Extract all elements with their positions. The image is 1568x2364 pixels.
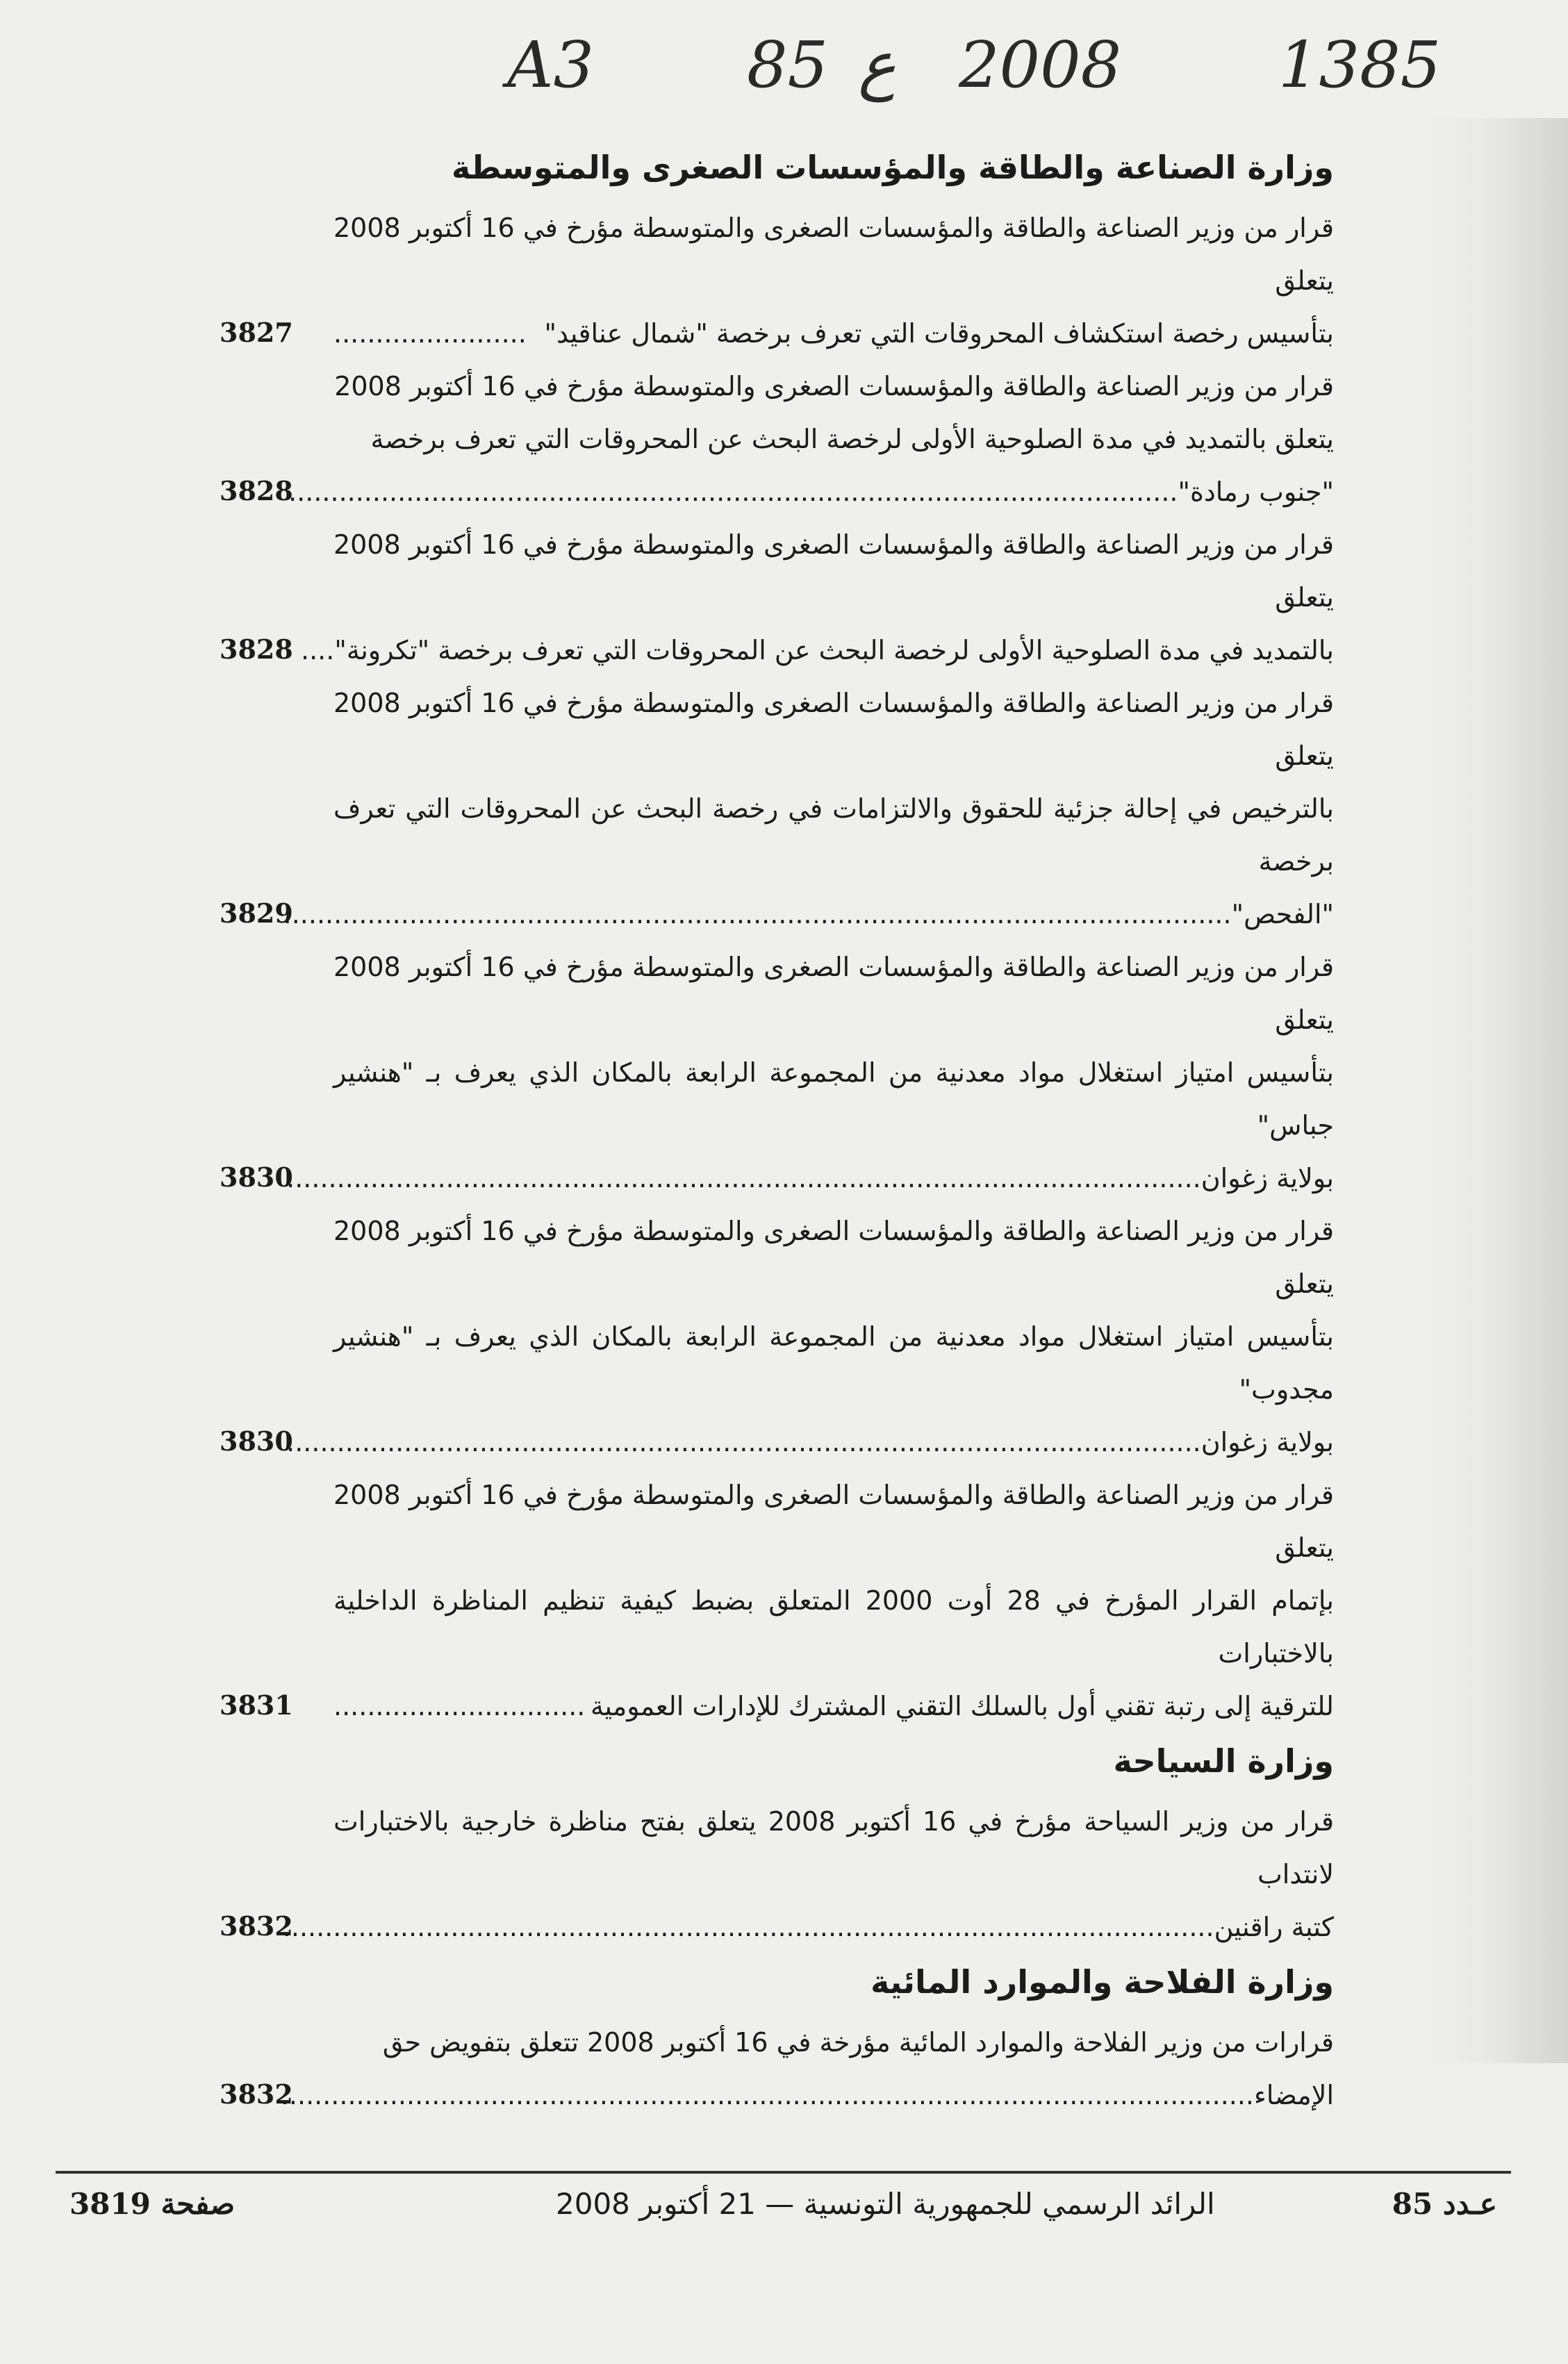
entry-page-number: 3831	[220, 1689, 293, 1721]
toc-entry[interactable]	[280, 2016, 1334, 2122]
entry-text-line: قرار من وزير الصناعة والطاقة والمؤسسات الصغرى والمتوسطة مؤرخ في 16 أكتوبر 2008 يتعلق	[333, 1216, 1334, 1299]
entry-text-line: قرار من وزير الصناعة والطاقة والمؤسسات الصغرى والمتوسطة مؤرخ في 16 أكتوبر 2008 يتعلق	[333, 688, 1334, 771]
entry-page-number: 3828	[220, 634, 293, 665]
entry-last-line	[283, 888, 1334, 941]
entry-last-line	[282, 1901, 1334, 1953]
entry-last-line	[286, 1416, 1334, 1469]
leader-dots: ....	[301, 635, 335, 666]
entry-page-number: 3827	[220, 317, 293, 348]
entry-page-number: 3830	[220, 1425, 293, 1457]
entry-page-number: 3830	[220, 1162, 293, 1193]
toc-entry[interactable]	[301, 518, 1334, 677]
entry-page-number: 3828	[220, 475, 293, 506]
leader-dots: ...............................................................................................................	[282, 1912, 1214, 1942]
leader-dots: ..........................................................................................................	[288, 477, 1178, 507]
page-footer	[56, 2187, 1511, 2229]
footer-page-number: صفحة 3819	[69, 2187, 236, 2221]
entry-text-line: بالترخيص في إحالة جزئية للحقوق والالتزامات في رخصة البحث عن المحروقات التي تعرف برخصة	[333, 793, 1334, 877]
ministry-heading: وزارة الفلاحة والموارد المائية	[870, 1963, 1334, 2001]
toc-entry[interactable]	[306, 1469, 1334, 1733]
entry-text-line: للترقية إلى رتبة تقني أول بالسلك التقني المشترك للإدارات العمومية	[591, 1691, 1334, 1721]
entry-text-line: يتعلق بالتمديد في مدة الصلوحية الأولى لرخصة البحث عن المحروقات التي تعرف برخصة	[370, 424, 1334, 454]
handwritten-issue: 85	[747, 28, 829, 102]
handwritten-number: 1385	[1278, 28, 1442, 102]
entry-text-line: قرار من وزير الصناعة والطاقة والمؤسسات الصغرى والمتوسطة مؤرخ في 16 أكتوبر 2008	[334, 371, 1334, 402]
entry-text-line: كتبة راقنين	[1214, 1912, 1334, 1942]
entry-text-line: قرار من وزير الصناعة والطاقة والمؤسسات الصغرى والمتوسطة مؤرخ في 16 أكتوبر 2008 يتعلق	[333, 952, 1334, 1035]
handwritten-annotation	[0, 28, 1568, 132]
entry-last-line	[280, 2069, 1334, 2122]
entry-last-line	[333, 1680, 1334, 1733]
entry-text-line: الإمضاء	[1254, 2080, 1334, 2110]
entry-text-line: قرار من وزير السياحة مؤرخ في 16 أكتوبر 2008 يتعلق بفتح مناظرة خارجية بالاختبارات لانتداب	[333, 1806, 1335, 1890]
entry-text-line: بتأسيس رخصة استكشاف المحروقات التي تعرف برخصة "شمال عناقيد"	[544, 318, 1334, 349]
entry-page-number: 3832	[220, 1910, 293, 1942]
entry-text-line: بتأسيس امتياز استغلال مواد معدنية من المجموعة الرابعة بالمكان الذي يعرف بـ "هنشير مجدوب"	[333, 1321, 1334, 1405]
entry-text-line: بولاية زغوان	[1200, 1427, 1334, 1457]
table-of-contents	[280, 139, 1335, 2122]
entry-last-line	[286, 1152, 1334, 1205]
leader-dots: .......................	[333, 318, 527, 349]
entry-text-line: "جنوب رمادة"	[1178, 477, 1334, 507]
ministry-heading: وزارة السياحة	[1113, 1742, 1334, 1780]
entry-last-line	[301, 624, 1334, 677]
ministry-heading: وزارة الصناعة والطاقة والمؤسسات الصغرى والمتوسطة	[451, 149, 1334, 186]
footer-divider	[56, 2171, 1511, 2174]
entry-page-number: 3829	[220, 898, 293, 929]
handwritten-letter: ع	[858, 28, 896, 102]
entry-text-line: بالتمديد في مدة الصلوحية الأولى لرخصة البحث عن المحروقات التي تعرف برخصة "تكرونة"	[334, 635, 1334, 666]
toc-entry[interactable]	[283, 677, 1334, 941]
toc-entry[interactable]	[282, 1795, 1335, 1953]
toc-entry[interactable]	[286, 1205, 1334, 1469]
toc-entry[interactable]	[288, 360, 1334, 518]
toc-entry[interactable]	[306, 201, 1334, 360]
entry-page-number: 3832	[220, 2078, 293, 2110]
handwritten-code: A3	[507, 28, 594, 102]
entry-text-line: "الفحص"	[1231, 899, 1334, 929]
entry-text-line: بتأسيس امتياز استغلال مواد معدنية من المجموعة الرابعة بالمكان الذي يعرف بـ "هنشير جباس"	[333, 1057, 1334, 1141]
page-edge-shadow	[1415, 118, 1568, 2063]
leader-dots: ....................................................................................................................	[280, 2080, 1255, 2110]
leader-dots: .............................................................................................................	[286, 1163, 1201, 1193]
entry-text-line: قرارات من وزير الفلاحة والموارد المائية مؤرخة في 16 أكتوبر 2008 تتعلق بتفويض حق	[382, 2027, 1334, 2058]
entry-last-line	[333, 307, 1334, 360]
entry-text-line: بإتمام القرار المؤرخ في 28 أوت 2000 المتعلق بضبط كيفية تنظيم المناظرة الداخلية بالاختبارات	[333, 1585, 1334, 1669]
footer-issue-number: عـدد 85	[1392, 2187, 1497, 2221]
entry-text-line: بولاية زغوان	[1200, 1163, 1334, 1193]
toc-entry[interactable]	[286, 941, 1334, 1205]
entry-text-line: قرار من وزير الصناعة والطاقة والمؤسسات الصغرى والمتوسطة مؤرخ في 16 أكتوبر 2008 يتعلق	[333, 529, 1334, 613]
footer-publication: الرائد الرسمي للجمهورية التونسية — 21 أكتوبر 2008	[556, 2187, 1215, 2221]
entry-text-line: قرار من وزير الصناعة والطاقة والمؤسسات الصغرى والمتوسطة مؤرخ في 16 أكتوبر 2008 يتعلق	[333, 1480, 1334, 1563]
handwritten-year: 2008	[959, 28, 1122, 102]
leader-dots: ..............................	[333, 1691, 586, 1721]
leader-dots: .................................................................................................................	[283, 899, 1232, 929]
leader-dots: .............................................................................................................	[286, 1427, 1201, 1457]
entry-text-line: قرار من وزير الصناعة والطاقة والمؤسسات الصغرى والمتوسطة مؤرخ في 16 أكتوبر 2008 يتعلق	[333, 213, 1334, 296]
entry-last-line	[288, 465, 1334, 518]
